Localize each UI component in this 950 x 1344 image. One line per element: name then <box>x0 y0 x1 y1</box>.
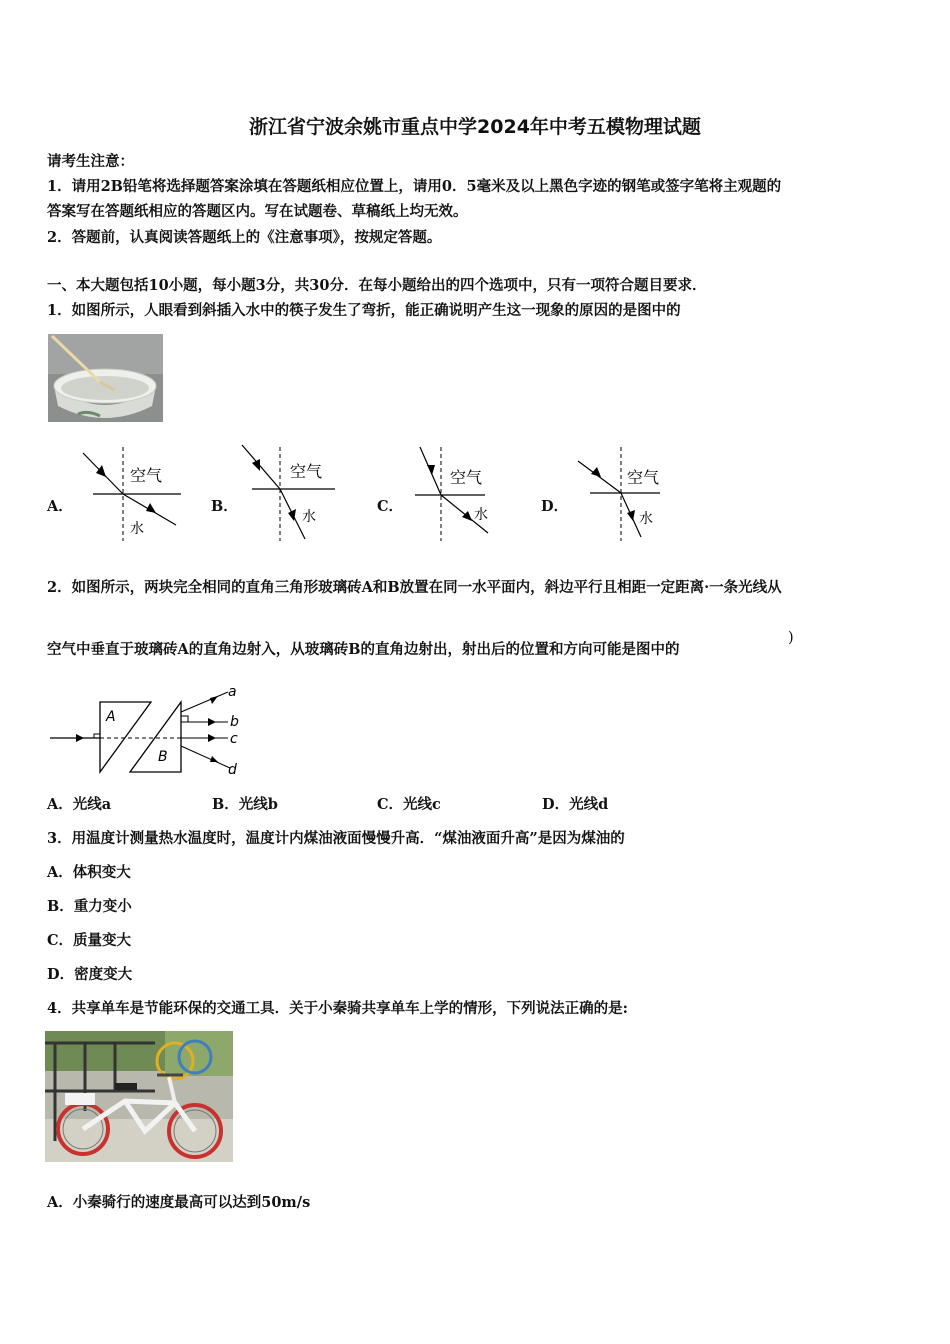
q2-stem-line-2: 空气中垂直于玻璃砖A的直角边射入，从玻璃砖B的直角边射出，射出后的位置和方向可能是图中的 <box>47 641 680 658</box>
glass-prism-diagram <box>48 684 248 780</box>
page-title: 浙江省宁波余姚市重点中学2024年中考五模物理试题 <box>249 116 701 138</box>
q1-option-d-label: D． <box>541 498 569 515</box>
ray-c-label: c <box>230 731 238 747</box>
prism-a-label: A <box>106 709 116 725</box>
water-label: 水 <box>130 521 144 537</box>
q3-stem: 3．用温度计测量热水温度时，温度计内煤油液面慢慢升高．“煤油液面升高”是因为煤油的 <box>47 830 625 847</box>
air-label: 空气 <box>290 462 323 481</box>
air-label: 空气 <box>130 466 163 485</box>
q2-option-c: C．光线c <box>377 796 441 813</box>
section-1-heading: 一、本大题包括10小题，每小题3分，共30分．在每小题给出的四个选项中，只有一项符合题目要求． <box>47 277 707 294</box>
q2-option-a: A．光线a <box>47 796 112 813</box>
notice-line-2: 2．答题前，认真阅读答题纸上的《注意事项》，按规定答题。 <box>47 229 442 246</box>
q1-diagram-c <box>410 443 525 543</box>
q1-diagram-b <box>240 443 355 543</box>
water-label: 水 <box>639 511 653 527</box>
notice-line-1a: 1．请用2B铅笔将选择题答案涂填在答题纸相应位置上，请用0．5毫米及以上黑色字迹的钢笔或签字笔将主观题的 <box>47 178 782 195</box>
q3-option-b: B．重力变小 <box>47 898 132 915</box>
q1-option-a-label: A． <box>47 498 73 515</box>
water-label: 水 <box>302 509 316 525</box>
q2-option-b: B．光线b <box>212 796 278 813</box>
q3-option-c: C．质量变大 <box>47 932 132 949</box>
q1-option-b-label: B． <box>211 498 238 515</box>
shared-bike-photo <box>45 1031 233 1162</box>
air-label: 空气 <box>627 468 660 487</box>
chopstick-bowl-photo <box>48 334 163 422</box>
prism-b-label: B <box>158 749 168 765</box>
q1-diagram-d <box>575 443 690 543</box>
ray-b-label: b <box>230 714 239 730</box>
ray-a-label: a <box>228 684 237 700</box>
air-label: 空气 <box>450 468 483 487</box>
q4-stem: 4．共享单车是节能环保的交通工具．关于小秦骑共享单车上学的情形，下列说法正确的是: <box>47 1000 628 1017</box>
water-label: 水 <box>474 507 488 523</box>
q2-option-d: D．光线d <box>542 796 609 813</box>
notice-heading: 请考生注意： <box>47 153 134 170</box>
q1-diagram-a <box>78 443 193 543</box>
ray-d-label: d <box>228 762 237 778</box>
q3-option-d: D．密度变大 <box>47 966 133 983</box>
q3-option-a: A．体积变大 <box>47 864 131 881</box>
q1-stem: 1．如图所示，人眼看到斜插入水中的筷子发生了弯折，能正确说明产生这一现象的原因的是图中的 <box>47 302 681 319</box>
notice-line-1b: 答案写在答题纸相应的答题区内。写在试题卷、草稿纸上均无效。 <box>47 203 468 220</box>
q2-paren: ) <box>788 630 794 646</box>
q4-option-a: A．小秦骑行的速度最高可以达到50m/s <box>47 1194 311 1211</box>
q1-option-c-label: C． <box>377 498 404 515</box>
q2-stem-line-1: 2．如图所示，两块完全相同的直角三角形玻璃砖A和B放置在同一水平面内，斜边平行且相距一定距离·一条光线从 <box>47 579 782 596</box>
